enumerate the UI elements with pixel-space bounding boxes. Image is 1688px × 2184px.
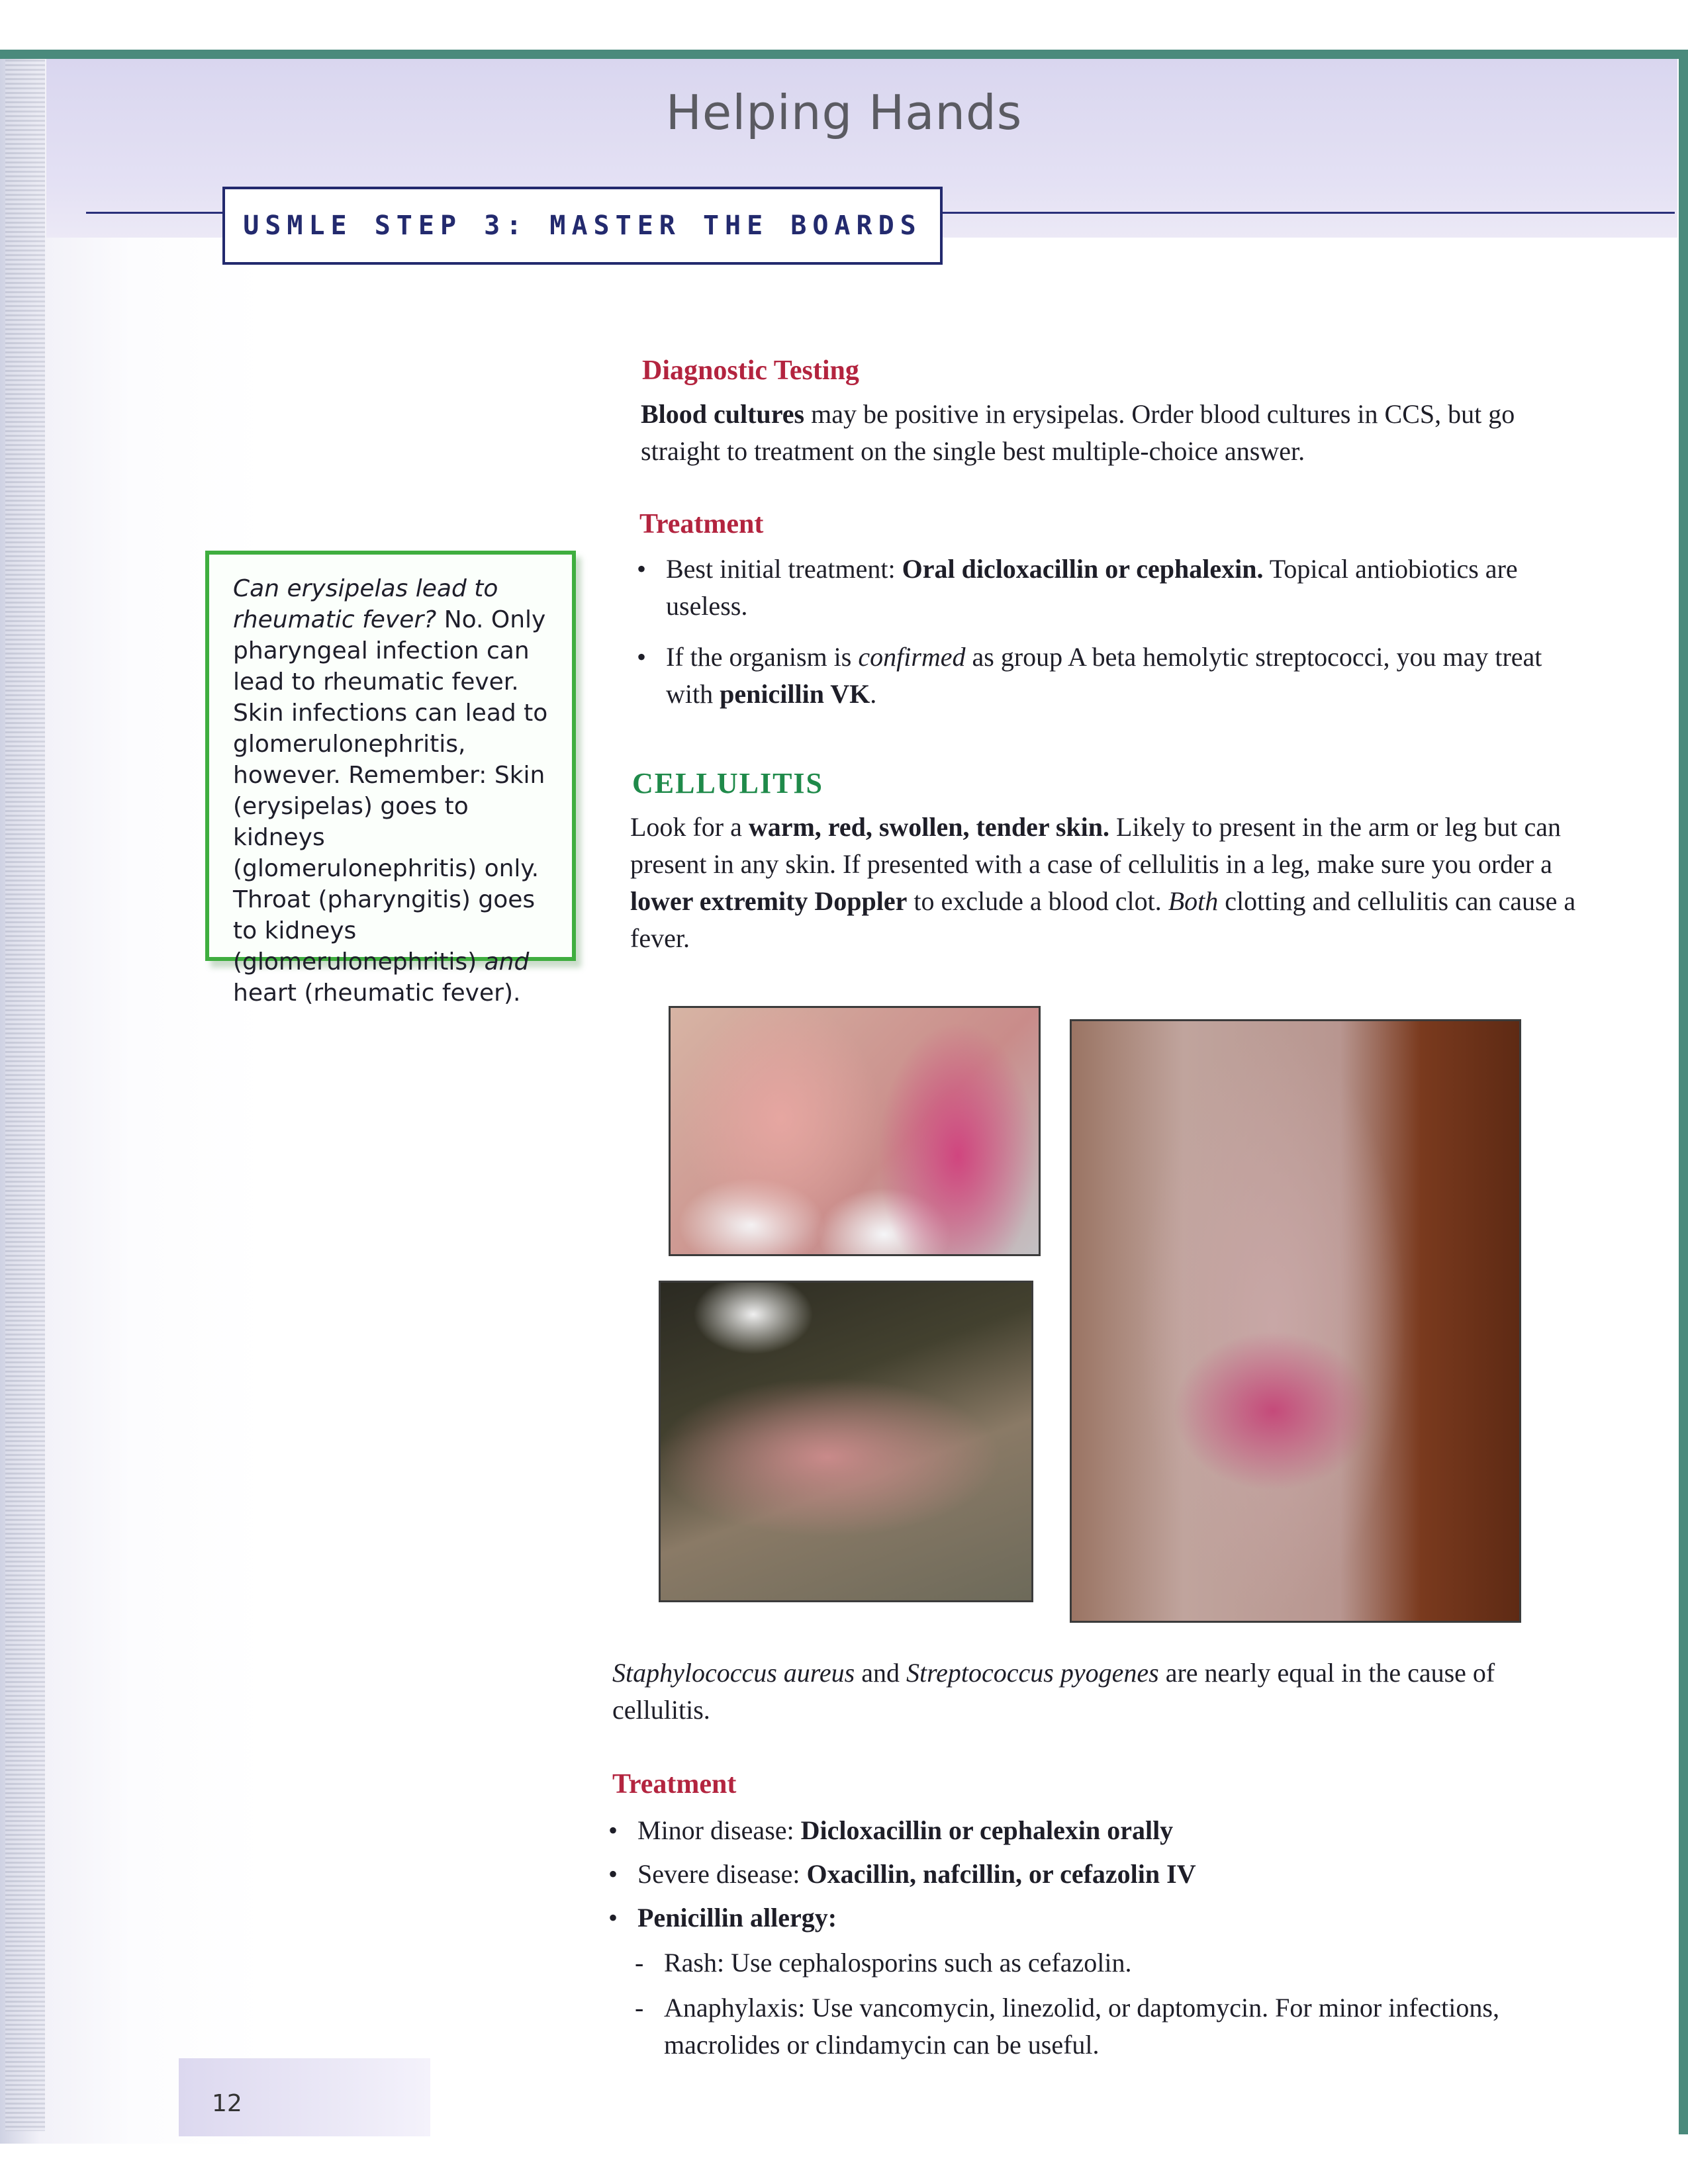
caption-italic: Streptococcus pyogenes xyxy=(906,1658,1159,1688)
para-text: Look for a xyxy=(630,812,749,842)
dash-marker: - xyxy=(635,1948,644,1978)
bullet-text: . xyxy=(870,679,877,709)
running-title: Helping Hands xyxy=(665,85,1023,140)
cellulitis-photo-ankle xyxy=(659,1281,1033,1602)
bullet-bold: Oral dicloxacillin or cephalexin. xyxy=(902,554,1264,584)
bullet-text: as group A beta hemolytic streptococci, you may treat with xyxy=(666,642,1542,709)
bullet-dot: • xyxy=(637,554,647,584)
sub-text: Rash: Use cephalosporins such as cefazolin. xyxy=(664,1948,1132,1978)
bullet-italic: confirmed xyxy=(858,642,966,672)
bullet-bold: penicillin VK xyxy=(720,679,870,709)
bullet-text: If the organism is xyxy=(666,642,859,672)
treatment2-sub-1 xyxy=(635,1944,1577,1981)
sidebar-answer-part1: No. Only pharyngeal infection can lead to rheumatic fever. Skin infections can lead to glomerulonephritis, however. Remember: Skin (erysipelas) goes to kidneys (glomerulonephritis) only. Throat (pharyngitis) goes to kidneys (glomerulonephritis) xyxy=(233,606,548,976)
sidebar-question: Can erysipelas lead to rheumatic fever? xyxy=(233,575,498,633)
sidebar-note xyxy=(205,551,576,1007)
cellulitis-paragraph xyxy=(630,809,1582,957)
bullet-text: Best initial treatment: xyxy=(666,554,902,584)
page-frame-right xyxy=(1679,50,1688,2134)
treatment2-bullet-1 xyxy=(608,1812,1577,1849)
treatment1-bullet-1 xyxy=(637,551,1583,625)
cellulitis-photo-leg xyxy=(1070,1019,1521,1623)
para-text: to exclude a blood clot. xyxy=(907,886,1168,916)
bullet-dot: • xyxy=(608,1903,618,1933)
bullet-bold: Penicillin allergy: xyxy=(637,1903,837,1933)
caption-text: are nearly equal in the cause of cellulitis. xyxy=(612,1658,1495,1725)
photo-caption xyxy=(612,1655,1579,1729)
caption-text: and xyxy=(855,1658,906,1688)
sub-text: Anaphylaxis: Use vancomycin, linezolid, or daptomycin. For minor infections, macrolides or clindamycin can be useful. xyxy=(664,1993,1499,2060)
treatment2-sub-2 xyxy=(635,1989,1577,2064)
para-bold: lower extremity Doppler xyxy=(630,886,908,916)
treatment1-bullet-2 xyxy=(637,639,1583,713)
bullet-text: Severe disease: xyxy=(637,1859,807,1889)
para-text: Likely to present in the arm or leg but can present in any skin. If presented with a case of cellulitis in a leg, make sure you order a xyxy=(630,812,1562,879)
cellulitis-photo-thigh xyxy=(669,1006,1041,1256)
sidebar-and: and xyxy=(484,948,530,976)
diagnostic-bold: Blood cultures xyxy=(641,399,805,429)
bullet-dot: • xyxy=(637,642,647,672)
treatment2-bullet-2 xyxy=(608,1856,1577,1893)
series-title-box: USMLE STEP 3: MASTER THE BOARDS xyxy=(222,187,943,265)
bullet-dot: • xyxy=(608,1815,618,1845)
bullet-bold: Dicloxacillin or cephalexin orally xyxy=(800,1815,1174,1845)
para-bold: warm, red, swollen, tender skin. xyxy=(748,812,1110,842)
page-number-tab xyxy=(179,2058,430,2136)
caption-italic: Staphylococcus aureus xyxy=(612,1658,855,1688)
page-number: 12 xyxy=(212,2090,242,2117)
diagnostic-paragraph xyxy=(641,396,1587,470)
book-spine-shadow xyxy=(5,60,45,2131)
bullet-bold: Oxacillin, nafcillin, or cefazolin IV xyxy=(806,1859,1196,1889)
para-italic: Both xyxy=(1168,886,1219,916)
treatment-heading-2: Treatment xyxy=(612,1769,737,1799)
sidebar-answer-part2: heart (rheumatic fever). xyxy=(233,979,521,1007)
para-text: clotting and cellulitis can cause a fever. xyxy=(630,886,1576,953)
bullet-dot: • xyxy=(608,1859,618,1889)
treatment2-bullet-3 xyxy=(608,1899,1577,1936)
bullet-text: Minor disease: xyxy=(637,1815,801,1845)
dash-marker: - xyxy=(635,1993,644,2023)
diagnostic-text: may be positive in erysipelas. Order blood cultures in CCS, but go straight to treatment on the single best multiple-choice answer. xyxy=(641,399,1515,466)
cellulitis-heading: CELLULITIS xyxy=(632,767,824,799)
treatment-heading-1: Treatment xyxy=(639,509,764,539)
bullet-text: Topical antiobiotics are useless. xyxy=(666,554,1518,621)
diagnostic-testing-heading: Diagnostic Testing xyxy=(642,355,859,386)
